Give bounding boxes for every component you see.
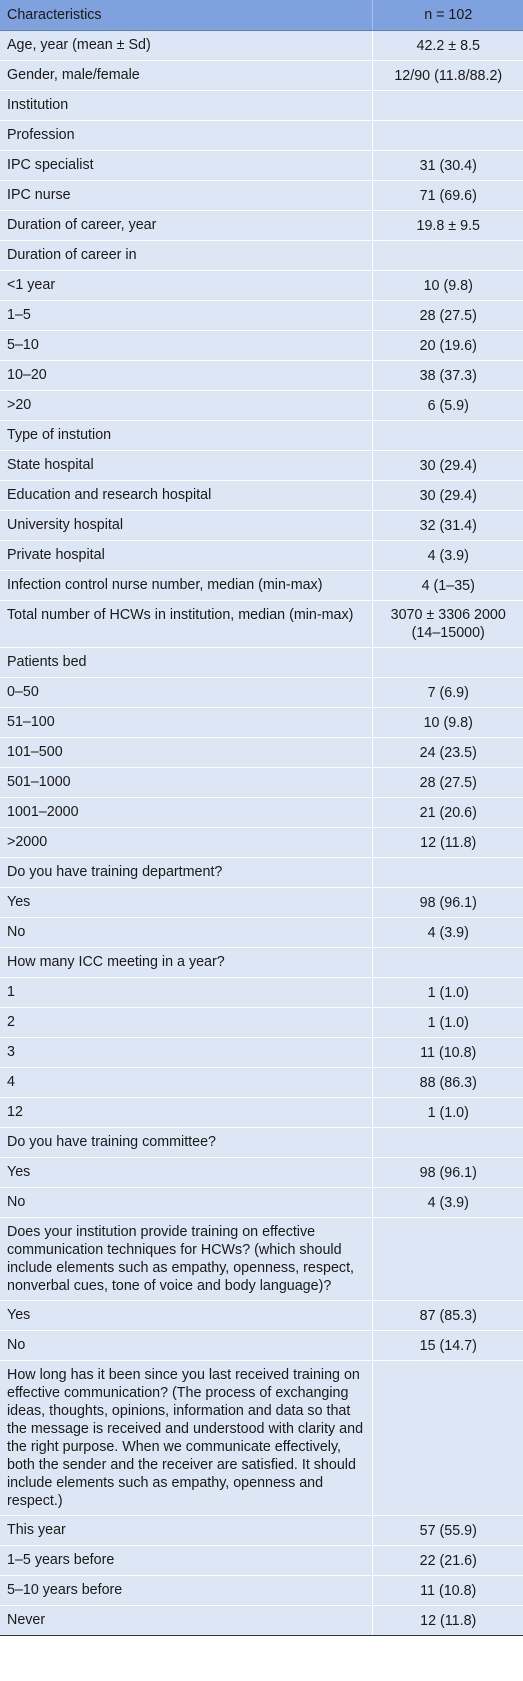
row-value: 42.2 ± 8.5 (372, 31, 523, 61)
table-row (0, 1098, 523, 1128)
row-label: Patients bed (0, 648, 372, 678)
table-row (0, 271, 523, 301)
row-label: Yes (0, 888, 372, 918)
table-body (0, 31, 523, 1636)
table-row (0, 151, 523, 181)
row-label: Duration of career, year (0, 211, 372, 241)
row-label: 101–500 (0, 738, 372, 768)
row-label: IPC specialist (0, 151, 372, 181)
row-value: 24 (23.5) (372, 738, 523, 768)
row-value: 10 (9.8) (372, 708, 523, 738)
table-row (0, 391, 523, 421)
row-label: 2 (0, 1008, 372, 1038)
table-row (0, 421, 523, 451)
table-row (0, 451, 523, 481)
table-row (0, 211, 523, 241)
row-value (372, 121, 523, 151)
row-label: IPC nurse (0, 181, 372, 211)
table-row (0, 1038, 523, 1068)
table-row (0, 361, 523, 391)
table-row (0, 481, 523, 511)
row-value: 11 (10.8) (372, 1038, 523, 1068)
row-value: 88 (86.3) (372, 1068, 523, 1098)
row-value (372, 91, 523, 121)
row-label: Gender, male/female (0, 61, 372, 91)
row-label: 5–10 years before (0, 1576, 372, 1606)
table-row (0, 1576, 523, 1606)
row-label: Yes (0, 1158, 372, 1188)
table-row (0, 1218, 523, 1301)
table-row (0, 1606, 523, 1636)
row-label: 1001–2000 (0, 798, 372, 828)
row-value: 3070 ± 3306 2000 (14–15000) (372, 601, 523, 648)
table-header-row (0, 0, 523, 31)
header-sample-size: n = 102 (372, 0, 523, 31)
row-value: 57 (55.9) (372, 1516, 523, 1546)
row-label: Profession (0, 121, 372, 151)
table-row (0, 678, 523, 708)
row-label: Private hospital (0, 541, 372, 571)
row-label: 5–10 (0, 331, 372, 361)
row-label: Yes (0, 1301, 372, 1331)
row-value: 11 (10.8) (372, 1576, 523, 1606)
table-row (0, 978, 523, 1008)
table-row (0, 1158, 523, 1188)
row-value (372, 648, 523, 678)
row-label: No (0, 1331, 372, 1361)
table-row (0, 1331, 523, 1361)
row-label: How many ICC meeting in a year? (0, 948, 372, 978)
table-row (0, 1008, 523, 1038)
row-label: <1 year (0, 271, 372, 301)
table-row (0, 768, 523, 798)
row-label: Institution (0, 91, 372, 121)
row-value: 31 (30.4) (372, 151, 523, 181)
row-label: Age, year (mean ± Sd) (0, 31, 372, 61)
table-row (0, 601, 523, 648)
row-value: 6 (5.9) (372, 391, 523, 421)
row-value: 7 (6.9) (372, 678, 523, 708)
row-value: 38 (37.3) (372, 361, 523, 391)
row-label: Total number of HCWs in institution, median (min-max) (0, 601, 372, 648)
table-row (0, 181, 523, 211)
row-label: >20 (0, 391, 372, 421)
row-value: 71 (69.6) (372, 181, 523, 211)
table-row (0, 241, 523, 271)
row-label: >2000 (0, 828, 372, 858)
table-row (0, 1301, 523, 1331)
row-label: Never (0, 1606, 372, 1636)
table-row (0, 948, 523, 978)
row-value: 4 (3.9) (372, 918, 523, 948)
row-value: 4 (3.9) (372, 541, 523, 571)
row-value (372, 1361, 523, 1516)
row-value: 12/90 (11.8/88.2) (372, 61, 523, 91)
row-label: Does your institution provide training on effective communication techniques for HCWs? (which should include elements such as empathy, openness, respect, nonverbal cues, tone of voice and body language)? (0, 1218, 372, 1301)
row-label: State hospital (0, 451, 372, 481)
table-row (0, 648, 523, 678)
row-value (372, 948, 523, 978)
row-label: University hospital (0, 511, 372, 541)
row-value: 1 (1.0) (372, 1098, 523, 1128)
row-value: 28 (27.5) (372, 301, 523, 331)
table-row (0, 1361, 523, 1516)
table-row (0, 708, 523, 738)
row-label: 51–100 (0, 708, 372, 738)
row-value: 21 (20.6) (372, 798, 523, 828)
row-value: 12 (11.8) (372, 1606, 523, 1636)
row-label: 10–20 (0, 361, 372, 391)
table-row (0, 511, 523, 541)
header-characteristics: Characteristics (0, 0, 372, 31)
table-row (0, 61, 523, 91)
table-row (0, 1128, 523, 1158)
table-row (0, 828, 523, 858)
row-value: 98 (96.1) (372, 888, 523, 918)
row-value: 1 (1.0) (372, 978, 523, 1008)
row-value: 19.8 ± 9.5 (372, 211, 523, 241)
table-row (0, 1516, 523, 1546)
row-value: 10 (9.8) (372, 271, 523, 301)
table-row (0, 1188, 523, 1218)
row-value: 32 (31.4) (372, 511, 523, 541)
row-value: 22 (21.6) (372, 1546, 523, 1576)
row-value: 30 (29.4) (372, 451, 523, 481)
row-label: 1 (0, 978, 372, 1008)
row-label: 12 (0, 1098, 372, 1128)
row-label: Do you have training department? (0, 858, 372, 888)
row-value: 4 (3.9) (372, 1188, 523, 1218)
row-value (372, 1218, 523, 1301)
table-row (0, 888, 523, 918)
row-value (372, 858, 523, 888)
row-value: 4 (1–35) (372, 571, 523, 601)
row-label: Do you have training committee? (0, 1128, 372, 1158)
row-value: 30 (29.4) (372, 481, 523, 511)
table-row (0, 331, 523, 361)
row-value: 28 (27.5) (372, 768, 523, 798)
row-value (372, 1128, 523, 1158)
row-label: 1–5 years before (0, 1546, 372, 1576)
row-label: Type of instution (0, 421, 372, 451)
row-label: 501–1000 (0, 768, 372, 798)
table-row (0, 738, 523, 768)
row-label: How long has it been since you last received training on effective communication? (The process of exchanging ideas, thoughts, opinions, information and data so that the message is received and understood with clarity and the right purpose. When we communicate effectively, both the sender and the receiver are satisfied. It should include elements such as empathy, openness and respect.) (0, 1361, 372, 1516)
table-row (0, 571, 523, 601)
row-label: No (0, 1188, 372, 1218)
row-label: 4 (0, 1068, 372, 1098)
row-label: 1–5 (0, 301, 372, 331)
row-value (372, 421, 523, 451)
row-label: Education and research hospital (0, 481, 372, 511)
row-label: This year (0, 1516, 372, 1546)
row-label: 0–50 (0, 678, 372, 708)
table-row (0, 31, 523, 61)
row-label: Duration of career in (0, 241, 372, 271)
row-label: Infection control nurse number, median (min-max) (0, 571, 372, 601)
table-row (0, 1546, 523, 1576)
row-value: 15 (14.7) (372, 1331, 523, 1361)
row-value: 20 (19.6) (372, 331, 523, 361)
table-row (0, 918, 523, 948)
table-row (0, 301, 523, 331)
table-row (0, 91, 523, 121)
table-row (0, 798, 523, 828)
table-row (0, 121, 523, 151)
row-value: 98 (96.1) (372, 1158, 523, 1188)
row-value: 87 (85.3) (372, 1301, 523, 1331)
row-label: No (0, 918, 372, 948)
row-value: 12 (11.8) (372, 828, 523, 858)
table-row (0, 541, 523, 571)
row-label: 3 (0, 1038, 372, 1068)
row-value: 1 (1.0) (372, 1008, 523, 1038)
row-value (372, 241, 523, 271)
table-row (0, 1068, 523, 1098)
table-row (0, 858, 523, 888)
